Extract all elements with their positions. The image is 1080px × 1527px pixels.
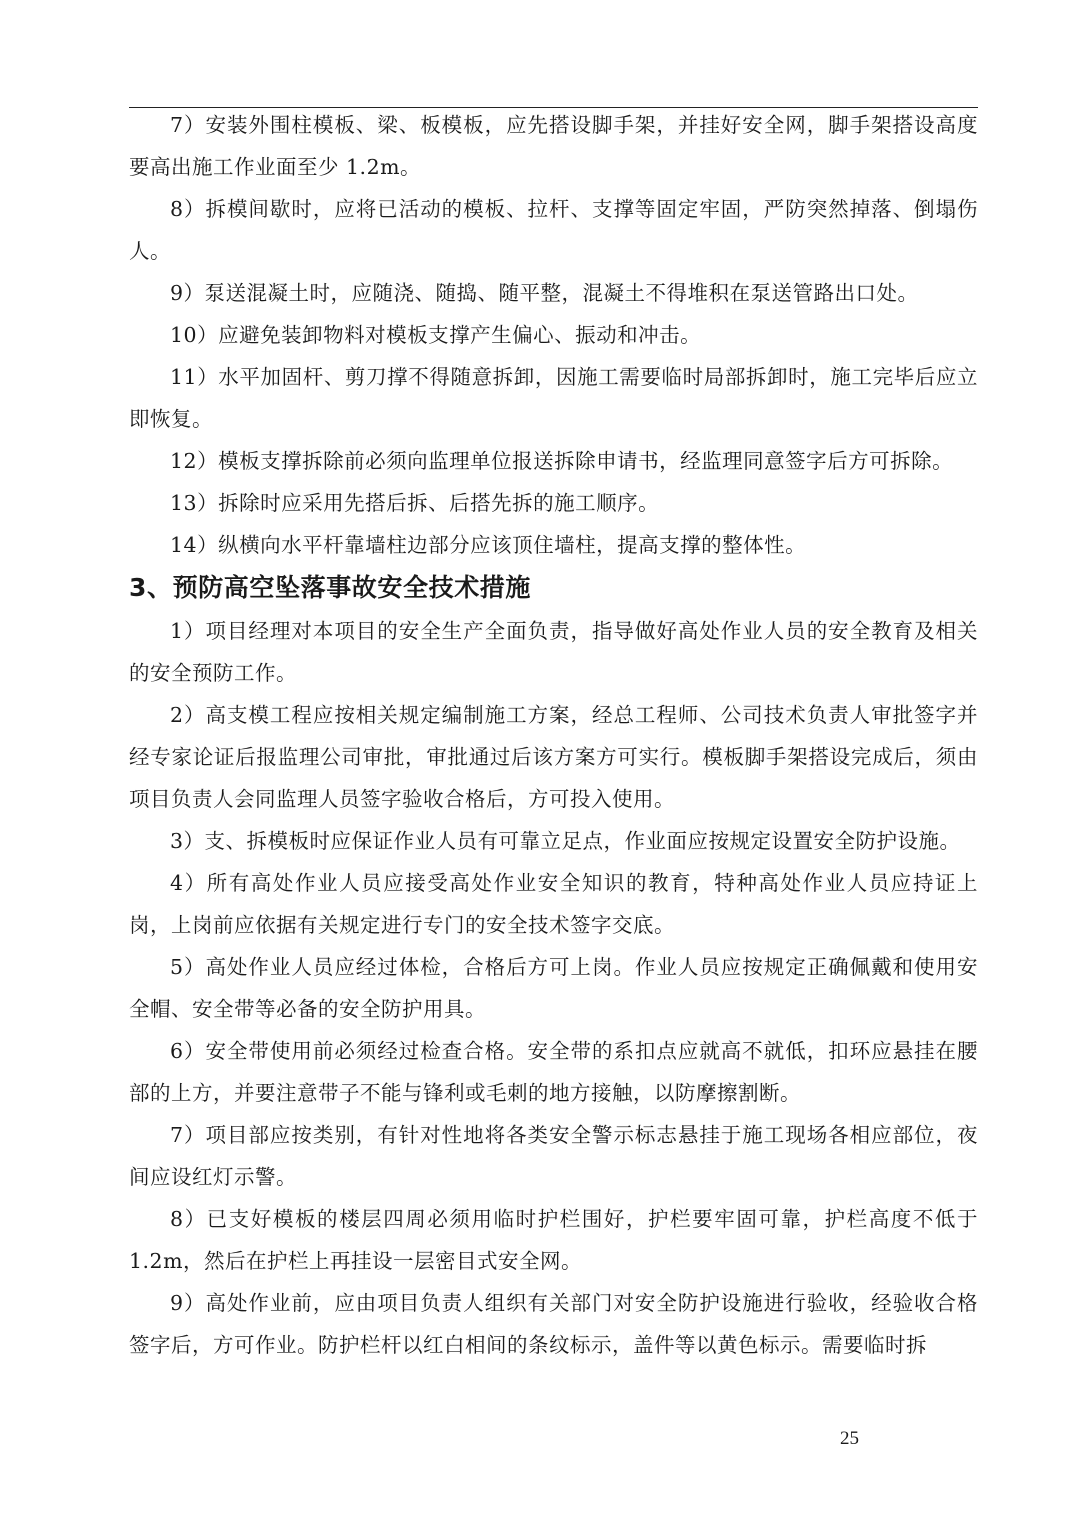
paragraph: 9）泵送混凝土时，应随浇、随捣、随平整，混凝土不得堆积在泵送管路出口处。 — [170, 281, 919, 305]
paragraph: 7）安装外围柱模板、梁、板模板，应先搭设脚手架，并挂好安全网，脚手架搭设高度要高出施工作业面至少 1.2m。 — [129, 113, 978, 179]
paragraph: 6）安全带使用前必须经过检查合格。安全带的系扣点应就高不就低，扣环应悬挂在腰部的上方，并要注意带子不能与锋利或毛刺的地方接触，以防摩擦割断。 — [129, 1039, 978, 1105]
paragraph: 1）项目经理对本项目的安全生产全面负责，指导做好高处作业人员的安全教育及相关的安全预防工作。 — [129, 619, 978, 685]
paragraph: 11）水平加固杆、剪刀撑不得随意拆卸，因施工需要临时局部拆卸时，施工完毕后应立即恢复。 — [129, 365, 978, 431]
paragraph: 4）所有高处作业人员应接受高处作业安全知识的教育，特种高处作业人员应持证上岗，上岗前应依据有关规定进行专门的安全技术签字交底。 — [129, 871, 978, 937]
section-heading: 3、预防高空坠落事故安全技术措施 — [129, 573, 531, 602]
paragraph: 14）纵横向水平杆靠墙柱边部分应该顶住墙柱，提高支撑的整体性。 — [170, 533, 807, 557]
page-number: 25 — [840, 1428, 859, 1449]
paragraph: 3）支、拆模板时应保证作业人员有可靠立足点，作业面应按规定设置安全防护设施。 — [170, 829, 961, 853]
paragraph: 12）模板支撑拆除前必须向监理单位报送拆除申请书，经监理同意签字后方可拆除。 — [170, 449, 954, 473]
paragraph: 8）已支好模板的楼层四周必须用临时护栏围好，护栏要牢固可靠，护栏高度不低于 1.2m，然后在护栏上再挂设一层密目式安全网。 — [129, 1207, 978, 1273]
paragraph: 7）项目部应按类别，有针对性地将各类安全警示标志悬挂于施工现场各相应部位，夜间应设红灯示警。 — [129, 1123, 978, 1189]
paragraph: 8）拆模间歇时，应将已活动的模板、拉杆、支撑等固定牢固，严防突然掉落、倒塌伤人。 — [129, 197, 978, 263]
paragraph: 2）高支模工程应按相关规定编制施工方案，经总工程师、公司技术负责人审批签字并经专家论证后报监理公司审批，审批通过后该方案方可实行。模板脚手架搭设完成后，须由项目负责人会同监理人员签字验收合格后，方可投入使用。 — [129, 703, 978, 811]
page-body — [129, 104, 978, 1366]
paragraph: 13）拆除时应采用先搭后拆、后搭先拆的施工顺序。 — [170, 491, 660, 515]
paragraph: 9）高处作业前，应由项目负责人组织有关部门对安全防护设施进行验收，经验收合格签字后，方可作业。防护栏杆以红白相间的条纹标示，盖件等以黄色标示。需要临时拆 — [129, 1291, 978, 1357]
paragraph: 10）应避免装卸物料对模板支撑产生偏心、振动和冲击。 — [170, 323, 702, 347]
paragraph: 5）高处作业人员应经过体检，合格后方可上岗。作业人员应按规定正确佩戴和使用安全帽、安全带等必备的安全防护用具。 — [129, 955, 978, 1021]
